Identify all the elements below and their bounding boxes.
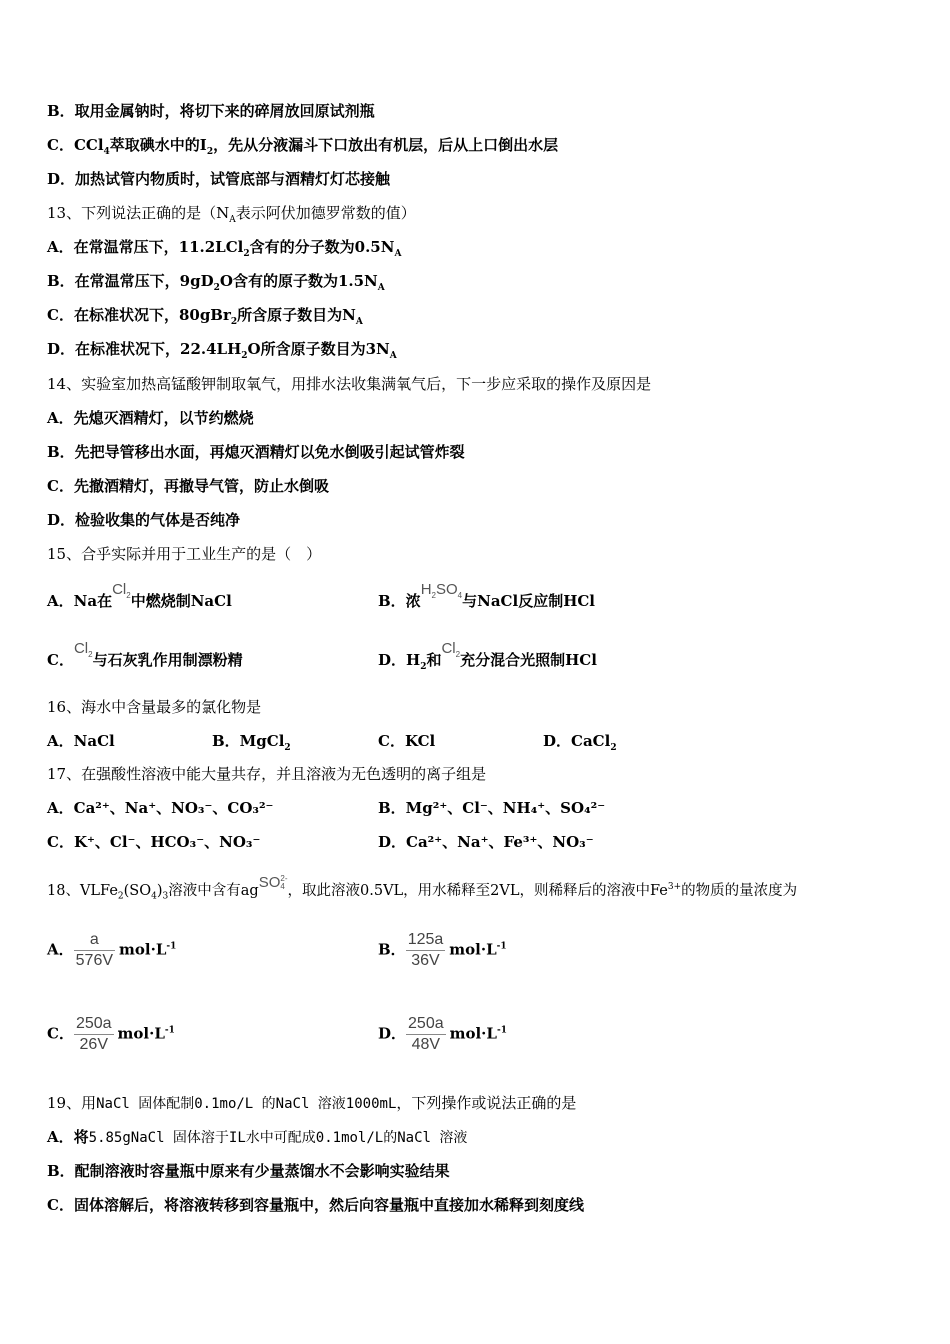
q19-option-b: B．配制溶液时容量瓶中原来有少量蒸馏水不会影响实验结果 [47, 1162, 450, 1180]
formula-h2so4: $H_2SO_4$ [420, 581, 463, 600]
q12-option-d: D．加热试管内物质时，试管底部与酒精灯灯芯接触 [47, 170, 391, 188]
q14-option-a: A．先熄灭酒精灯，以节约燃烧 [47, 409, 254, 427]
fraction: $\frac{125a}{36V}$ [407, 931, 444, 969]
q19-stem: 19、用NaCl 固体配制0.1mo/L 的NaCl 溶液1000mL，下列操作或说法正确的是 [47, 1094, 577, 1112]
q13-stem: 13、下列说法正确的是（$N_A$表示阿伏加德罗常数的值） [47, 204, 416, 225]
q15-option-c: C．$Cl_2$与石灰乳作用制漂粉精 [47, 640, 243, 669]
q13-option-a: A．在常温常压下，11.2LCl$_2$含有的分子数为$0.5N_A$ [47, 238, 402, 259]
q18-option-a: A． $\frac{a}{576V}$ $mol\cdot L^{-1}$ [47, 931, 177, 969]
q19-option-c: C．固体溶解后，将溶液转移到容量瓶中，然后向容量瓶中直接加水稀释到刻度线 [47, 1196, 584, 1214]
fraction: $\frac{a}{576V}$ [75, 931, 114, 969]
q14-option-d: D．检验收集的气体是否纯净 [47, 511, 241, 529]
q17-option-b: B．Mg²⁺、Cl⁻、NH₄⁺、SO₄²⁻ [378, 799, 606, 817]
formula-cl2: $Cl_2$ [441, 640, 461, 659]
q18-stem: 18、$VLFe_2(SO_4)_3$溶液中含有agSO 2- 4 ，取此溶液0.5VL，用水稀释至2VL，则稀释后的溶液中$Fe^{3+}$的物质的量浓度为 [47, 873, 798, 902]
q15-option-d: D．$H_2$和$Cl_2$充分混合光照制HCl [378, 640, 597, 672]
q19-option-a: A．将5.85gNaCl 固体溶于IL水中可配成0.1mol/L的NaCl 溶液 [47, 1128, 468, 1146]
q15-option-b: B．浓$H_2SO_4$与NaCl反应制HCl [378, 581, 596, 610]
q18-option-b: B． $\frac{125a}{36V}$ $mol\cdot L^{-1}$ [378, 931, 507, 969]
q13-option-d: D．在标准状况下，$22.4LH_2O$所含原子数目为$3N_A$ [47, 340, 397, 361]
q16-option-c: C．KCl [378, 732, 436, 750]
q17-option-d: D．Ca²⁺、Na⁺、Fe³⁺、NO₃⁻ [378, 833, 594, 851]
q16-option-a: A．NaCl [47, 732, 115, 750]
formula-so4-2minus: SO 2- 4 [258, 873, 288, 891]
q12-option-b: B．取用金属钠时，将切下来的碎屑放回原试剂瓶 [47, 102, 375, 120]
fraction: $\frac{250a}{48V}$ [408, 1015, 444, 1053]
formula-cl2: $Cl_2$ [73, 640, 93, 659]
formula-cl2: $Cl_2$ [112, 581, 131, 600]
q12-option-c: C．CCl$_4$萃取碘水中的$I_2$，先从分液漏斗下口放出有机层，后从上口倒出水层 [47, 136, 559, 157]
q18-option-c: C． $\frac{250a}{26V}$ $mol\cdot L^{-1}$ [47, 1015, 175, 1053]
q15-stem: 15、合乎实际并用于工业生产的是（ ） [47, 545, 322, 563]
q16-option-d: D．CaCl$_2$ [543, 732, 617, 753]
q13-option-b: B．在常温常压下，$9gD_2O$含有的原子数为$1.5N_A$ [47, 272, 385, 293]
q14-stem: 14、实验室加热高锰酸钾制取氧气，用排水法收集满氧气后，下一步应采取的操作及原因是 [47, 375, 652, 393]
q14-option-c: C．先撤酒精灯，再撤导气管，防止水倒吸 [47, 477, 329, 495]
q17-option-c: C．K⁺、Cl⁻、HCO₃⁻、NO₃⁻ [47, 833, 261, 851]
fraction: $\frac{250a}{26V}$ [75, 1015, 112, 1053]
q16-stem: 16、海水中含量最多的氯化物是 [47, 698, 262, 716]
q13-option-c: C．在标准状况下，80gBr$_2$所含原子数目为$N_A$ [47, 306, 363, 327]
q18-option-d: D． $\frac{250a}{48V}$ $mol\cdot L^{-1}$ [378, 1015, 507, 1053]
q15-option-a: A．Na在$Cl_2$中燃烧制NaCl [47, 581, 232, 610]
q17-option-a: A．Ca²⁺、Na⁺、NO₃⁻、CO₃²⁻ [47, 799, 274, 817]
q17-stem: 17、在强酸性溶液中能大量共存，并且溶液为无色透明的离子组是 [47, 765, 487, 783]
q16-option-b: B．MgCl$_2$ [212, 732, 291, 753]
q14-option-b: B．先把导管移出水面，再熄灭酒精灯以免水倒吸引起试管炸裂 [47, 443, 465, 461]
